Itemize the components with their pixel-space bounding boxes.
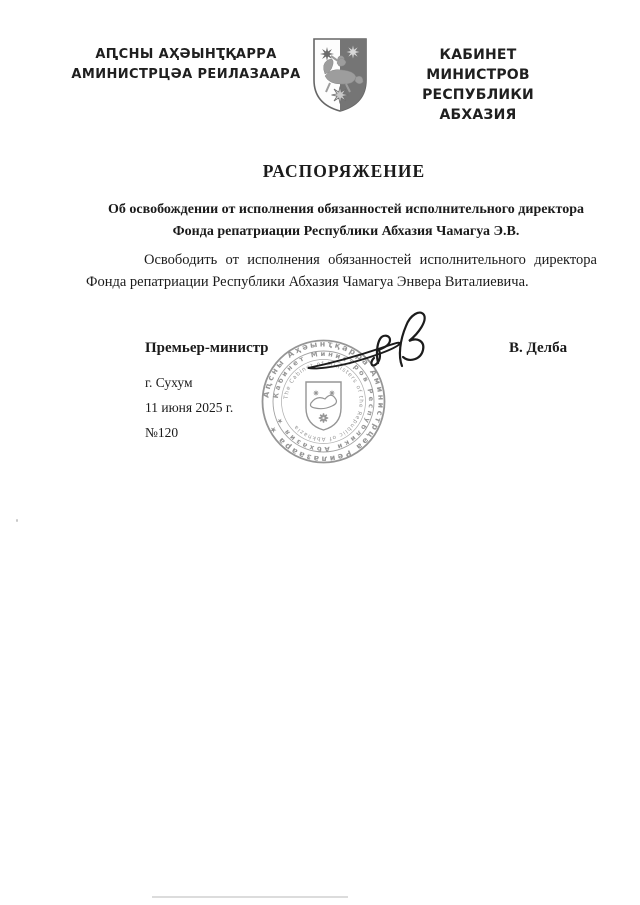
signer-name: В. Делба: [509, 340, 568, 356]
scan-artifact-speck: [16, 519, 18, 522]
stamp-ring-inner: The Cabinet of Ministers of the Republic of Abkhazia: [283, 361, 364, 442]
signer-post: Премьер-министр: [145, 340, 269, 356]
stamp-ring-outer: Аԥсны Аҳәынҭқарра Аминистрцәа Реилазаара ★: [261, 339, 386, 464]
document-number: №120: [145, 425, 179, 440]
place-line: г. Сухум: [145, 375, 193, 390]
org-name-abkhaz: [68, 45, 304, 85]
org-name-abkhaz-line2: АМИНИСТРЦӘА РЕИЛАЗААРА: [71, 67, 301, 82]
coat-of-arms-icon: [311, 36, 369, 114]
org-name-russian-line1: КАБИНЕТ МИНИСТРОВ: [426, 47, 530, 83]
org-name-abkhaz-line1: АԤСНЫ АҲӘЫНҬҚАРРА: [95, 47, 277, 62]
stamp-center-shield: [306, 382, 341, 430]
stamp-ring-middle: Кабинет Министров Республики Абхазия ★: [271, 349, 376, 454]
date-line: 11 июня 2025 г.: [145, 400, 234, 415]
org-name-russian-line2: РЕСПУБЛИКИ АБХАЗИЯ: [422, 87, 534, 123]
document-title: РАСПОРЯЖЕНИЕ: [262, 161, 426, 181]
scan-artifact-line: [152, 896, 348, 898]
signature-mark-icon: [298, 306, 438, 380]
document-subject: Об освобождении от исполнения обязанностей исполнительного директора Фонда репатриации Республики Абхазия Чамагуа Э.В.: [108, 202, 584, 239]
org-name-russian: [387, 45, 569, 125]
document-body: Освободить от исполнения обязанностей исполнительного директора Фонда репатриации Республики Абхазия Чамагуа Энвера Виталиевича.: [86, 252, 597, 290]
